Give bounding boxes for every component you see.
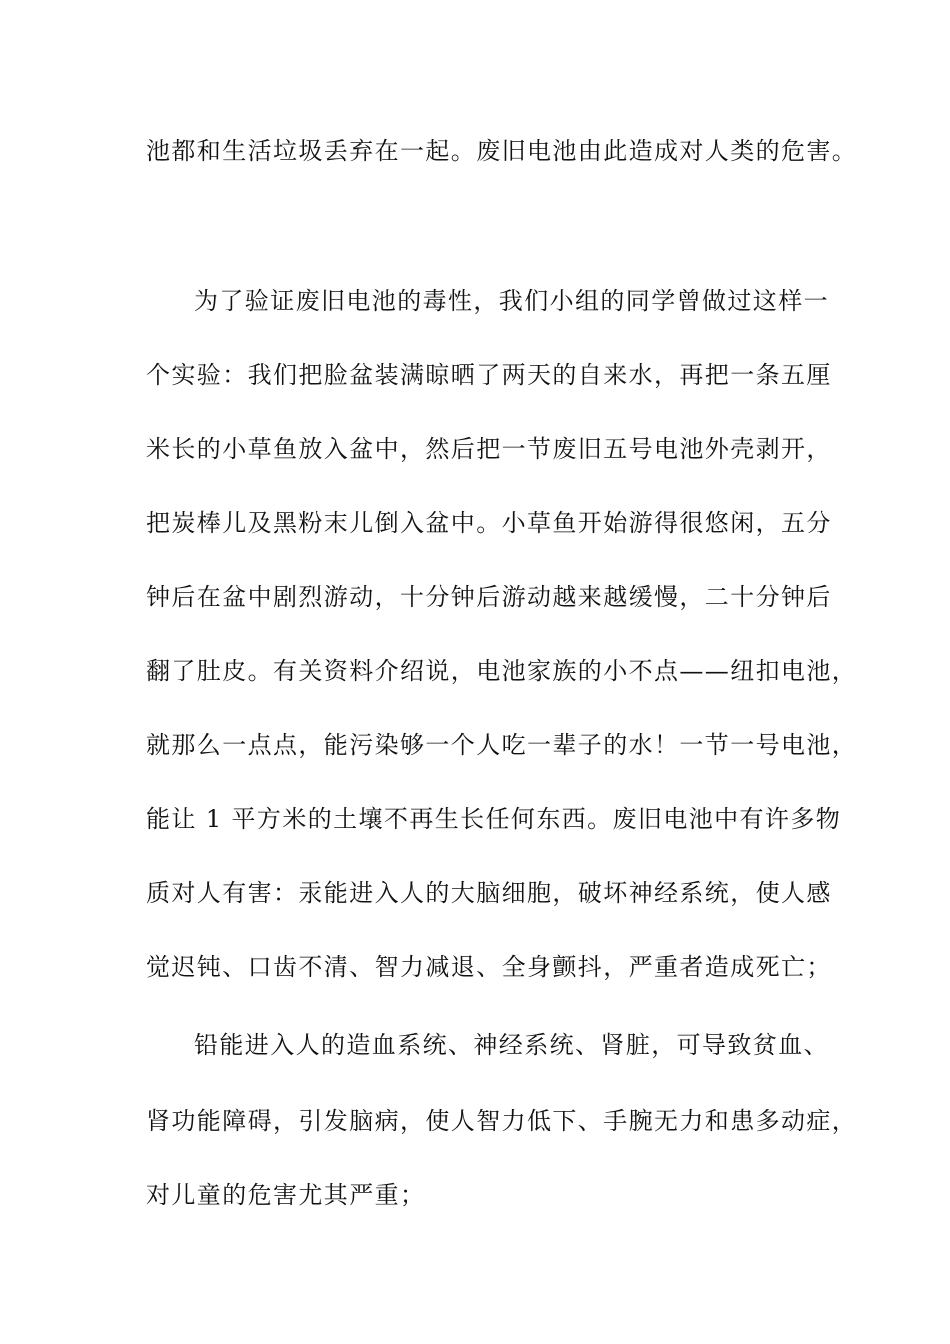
text-line: 能让 1 平方米的土壤不再生长任何东西。废旧电池中有许多物 [146,805,842,833]
text-line: 把炭棒儿及黑粉末儿倒入盆中。小草鱼开始游得很悠闲，五分 [146,509,832,537]
text-line: 钟后在盆中剧烈游动，十分钟后游动越来越缓慢，二十分钟后 [146,583,832,611]
text-line: 为了验证废旧电池的毒性，我们小组的同学曾做过这样一 [194,287,829,315]
text-line: 就那么一点点，能污染够一个人吃一辈子的水！一节一号电池， [146,731,858,759]
text-line: 质对人有害：汞能进入人的大脑细胞，破坏神经系统，使人感 [146,879,832,907]
text-line: 翻了肚皮。有关资料介绍说，电池家族的小不点——纽扣电池， [146,657,858,685]
text-line: 池都和生活垃圾丢弃在一起。废旧电池由此造成对人类的危害。 [146,137,858,165]
text-line: 肾功能障碍，引发脑病，使人智力低下、手腕无力和患多动症， [146,1107,858,1135]
text-line: 觉迟钝、口齿不清、智力减退、全身颤抖，严重者造成死亡； [146,953,832,981]
text-line: 铅能进入人的造血系统、神经系统、肾脏，可导致贫血、 [194,1031,829,1059]
text-line: 米长的小草鱼放入盆中，然后把一节废旧五号电池外壳剥开， [146,435,832,463]
text-line: 个实验：我们把脸盆装满晾晒了两天的自来水，再把一条五厘 [146,361,832,389]
text-line: 对儿童的危害尤其严重； [146,1181,426,1209]
